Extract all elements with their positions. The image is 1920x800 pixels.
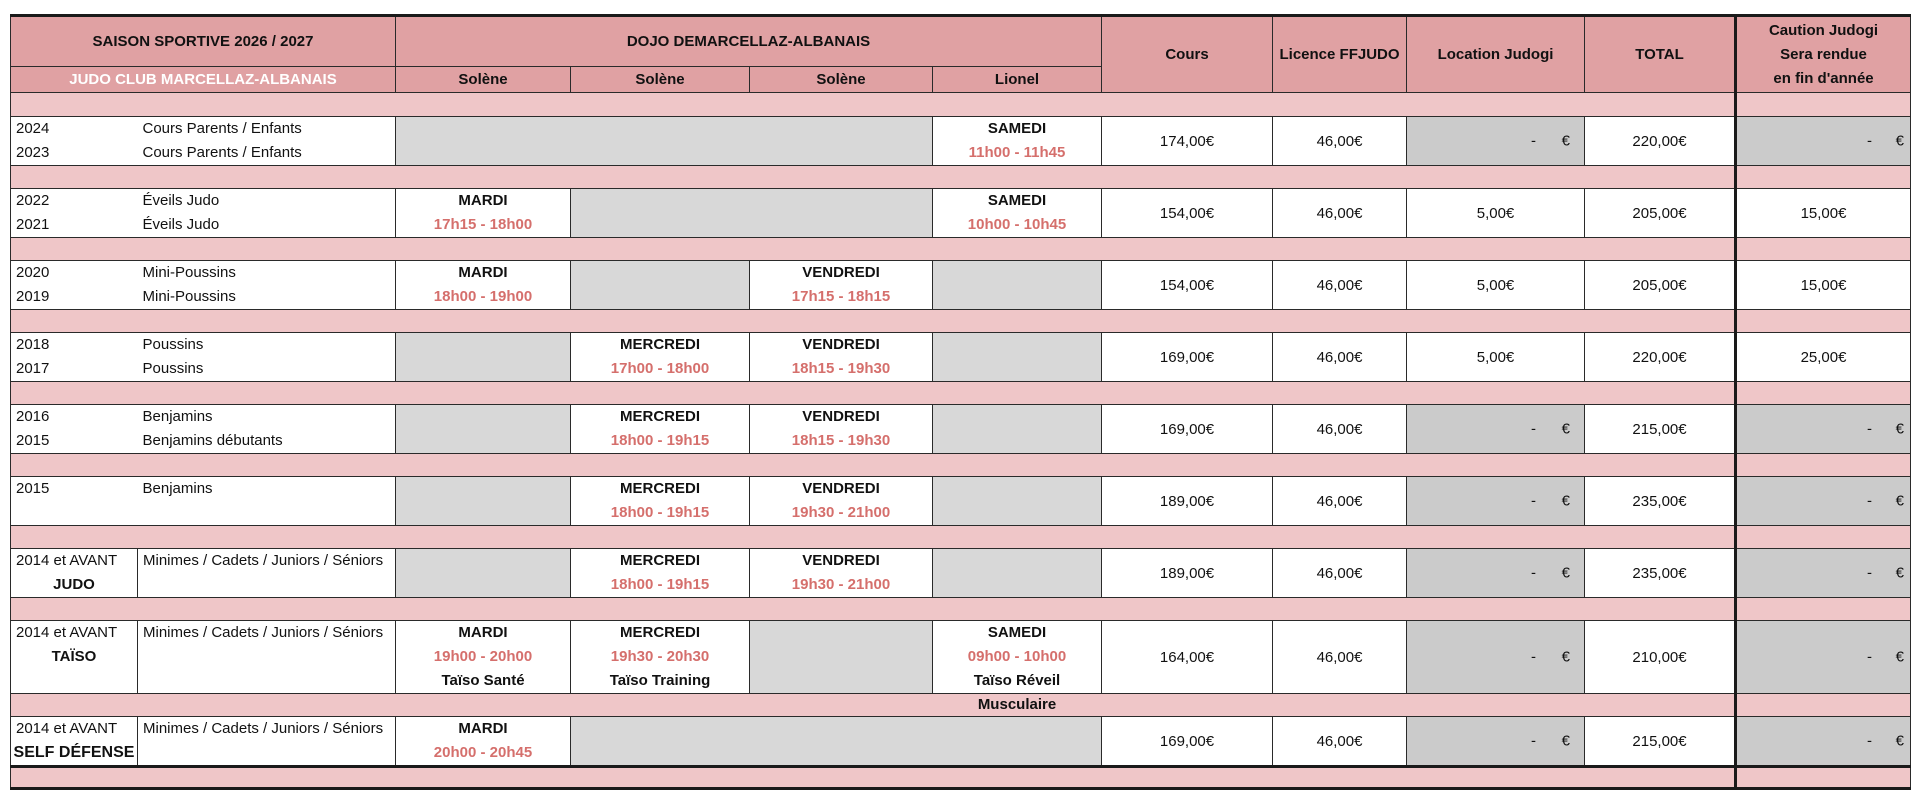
slot-time: 18h00 - 19h15 xyxy=(610,432,710,449)
slot-day: MERCREDI xyxy=(619,624,700,641)
group-label xyxy=(143,741,395,765)
slot-time: 17h15 - 18h00 xyxy=(433,216,533,233)
slot-day: MARDI xyxy=(458,624,508,641)
group-label xyxy=(143,501,396,525)
year-cell xyxy=(11,621,138,694)
slot-time: 18h15 - 19h30 xyxy=(791,360,891,377)
spacer-cell xyxy=(1736,166,1911,189)
group-label: Éveils Judo xyxy=(142,192,220,209)
currency-mark: € xyxy=(1895,492,1905,510)
footer-cell xyxy=(11,767,1736,789)
caution-empty xyxy=(1736,117,1911,166)
location-empty xyxy=(1407,717,1585,767)
location-empty xyxy=(1407,477,1585,526)
cours-price: 169,00€ xyxy=(1102,717,1273,767)
tariff-table xyxy=(10,14,1911,790)
year-2: 2023 xyxy=(16,144,50,161)
slot-day: MERCREDI xyxy=(619,552,700,569)
schedule-slot xyxy=(750,549,933,598)
dash-mark: - xyxy=(1867,132,1873,150)
empty-slot xyxy=(396,333,571,382)
group-label: Benjamins débutants xyxy=(142,432,283,449)
empty-slot xyxy=(933,405,1102,454)
slot-time: 17h15 - 18h15 xyxy=(791,288,891,305)
year-1: 2014 et AVANT xyxy=(16,552,118,569)
year-cell xyxy=(11,477,138,526)
caution-header xyxy=(1736,16,1911,93)
currency-mark: € xyxy=(1895,732,1905,750)
table-row xyxy=(11,405,1911,454)
cours-price: 154,00€ xyxy=(1102,189,1273,238)
dash-mark: - xyxy=(1867,732,1873,750)
caution-price: 25,00€ xyxy=(1736,333,1911,382)
currency-mark: € xyxy=(1895,648,1905,666)
slot-day: VENDREDI xyxy=(802,552,880,569)
caution-empty xyxy=(1736,405,1911,454)
schedule-slot xyxy=(571,477,750,526)
spacer-cell xyxy=(1736,598,1911,621)
slot-subtitle: Taïso Réveil Musculaire xyxy=(973,672,1061,713)
spacer-cell xyxy=(1736,238,1911,261)
slot-day: MERCREDI xyxy=(619,480,700,497)
spacer-cell xyxy=(11,310,1736,333)
schedule-slot xyxy=(750,261,933,310)
currency-mark: € xyxy=(1561,420,1571,438)
location-empty xyxy=(1407,117,1585,166)
cours-header: Cours xyxy=(1102,16,1273,93)
empty-slot xyxy=(750,621,933,694)
schedule-slot xyxy=(571,333,750,382)
currency-mark: € xyxy=(1561,564,1571,582)
empty-slot xyxy=(933,261,1102,310)
empty-slot xyxy=(933,333,1102,382)
group-label: Benjamins xyxy=(142,480,213,497)
year-1: 2014 et AVANT xyxy=(16,624,118,641)
spacer-cell xyxy=(11,694,1736,717)
spacer-cell xyxy=(1736,526,1911,549)
spacer-cell xyxy=(1736,93,1911,117)
slot-time: 18h00 - 19h15 xyxy=(610,504,710,521)
tariff-sheet xyxy=(10,14,1911,790)
group-label: Mini-Poussins xyxy=(142,264,236,281)
caution-empty xyxy=(1736,717,1911,767)
year-1: 2020 xyxy=(16,264,50,281)
slot-day: VENDREDI xyxy=(802,408,880,425)
year-2 xyxy=(16,501,138,525)
slot-time: 20h00 - 20h45 xyxy=(433,744,533,761)
slot-time: 18h15 - 19h30 xyxy=(791,432,891,449)
cours-price: 169,00€ xyxy=(1102,333,1273,382)
spacer-row xyxy=(11,310,1911,333)
spacer-row xyxy=(11,694,1911,717)
slot-time: 09h00 - 10h00 xyxy=(967,648,1067,665)
total-price: 215,00€ xyxy=(1585,717,1736,767)
spacer-row xyxy=(11,93,1911,117)
currency-mark: € xyxy=(1561,132,1571,150)
table-row xyxy=(11,549,1911,598)
currency-mark: € xyxy=(1561,732,1571,750)
table-row xyxy=(11,117,1911,166)
group-label xyxy=(143,573,395,597)
empty-slot xyxy=(396,117,933,166)
total-price: 235,00€ xyxy=(1585,549,1736,598)
dojo-header: DOJO DEMARCELLAZ-ALBANAIS xyxy=(396,16,1102,67)
caution-empty xyxy=(1736,621,1911,694)
year-cell xyxy=(11,333,138,382)
spacer-cell xyxy=(11,166,1736,189)
empty-slot xyxy=(571,717,1102,767)
group-label: Benjamins xyxy=(142,408,213,425)
spacer-cell xyxy=(11,454,1736,477)
dash-mark: - xyxy=(1531,564,1537,582)
group-label-cell xyxy=(138,189,396,238)
footer-cell xyxy=(1736,767,1911,789)
licence-price: 46,00€ xyxy=(1273,189,1407,238)
total-price: 205,00€ xyxy=(1585,261,1736,310)
location-price: 5,00€ xyxy=(1407,333,1585,382)
table-row xyxy=(11,261,1911,310)
currency-mark: € xyxy=(1895,420,1905,438)
instructor-3: Solène xyxy=(750,67,933,93)
instructor-2: Solène xyxy=(571,67,750,93)
caution-price: 15,00€ xyxy=(1736,189,1911,238)
location-header: Location Judogi xyxy=(1407,16,1585,93)
currency-mark: € xyxy=(1895,132,1905,150)
slot-time: 17h00 - 18h00 xyxy=(610,360,710,377)
year-cell xyxy=(11,549,138,598)
year-cell xyxy=(11,717,138,767)
schedule-slot xyxy=(571,621,750,694)
slot-time: 19h30 - 21h00 xyxy=(791,504,891,521)
dash-mark: - xyxy=(1867,648,1873,666)
slot-time: 10h00 - 10h45 xyxy=(967,216,1067,233)
club-name: JUDO CLUB MARCELLAZ-ALBANAIS xyxy=(11,67,396,93)
location-price: 5,00€ xyxy=(1407,261,1585,310)
year-cell xyxy=(11,117,138,166)
licence-price: 46,00€ xyxy=(1273,621,1407,694)
slot-subtitle: Taïso Santé xyxy=(441,672,525,689)
licence-price: 46,00€ xyxy=(1273,261,1407,310)
table-row xyxy=(11,477,1911,526)
spacer-row xyxy=(11,454,1911,477)
licence-price: 46,00€ xyxy=(1273,117,1407,166)
category-label: TAÏSO xyxy=(51,648,97,665)
year-1: 2024 xyxy=(16,120,50,137)
slot-time: 11h00 - 11h45 xyxy=(968,144,1066,161)
licence-price: 46,00€ xyxy=(1273,717,1407,767)
group-label-cell xyxy=(138,549,396,598)
group-label-cell xyxy=(138,477,396,526)
cours-price: 189,00€ xyxy=(1102,477,1273,526)
dash-mark: - xyxy=(1531,132,1537,150)
empty-slot xyxy=(396,477,571,526)
slot-day: MARDI xyxy=(458,720,508,737)
caution-line-2: Sera rendue xyxy=(1780,45,1867,63)
spacer-cell xyxy=(11,93,1736,117)
spacer-cell xyxy=(11,382,1736,405)
total-price: 210,00€ xyxy=(1585,621,1736,694)
schedule-slot xyxy=(396,621,571,694)
schedule-slot xyxy=(571,549,750,598)
group-label-cell xyxy=(138,261,396,310)
empty-slot xyxy=(396,549,571,598)
schedule-slot xyxy=(396,261,571,310)
slot-time: 18h00 - 19h00 xyxy=(433,288,533,305)
dash-mark: - xyxy=(1867,564,1873,582)
slot-time: 19h00 - 20h00 xyxy=(433,648,533,665)
location-empty xyxy=(1407,549,1585,598)
group-label-cell xyxy=(138,621,396,694)
caution-empty xyxy=(1736,477,1911,526)
category-label: SELF DÉFENSE xyxy=(13,744,135,761)
year-1: 2022 xyxy=(16,192,50,209)
spacer-cell xyxy=(1736,382,1911,405)
total-price: 235,00€ xyxy=(1585,477,1736,526)
empty-slot xyxy=(571,189,933,238)
group-label: Minimes / Cadets / Juniors / Séniors xyxy=(143,720,384,737)
dash-mark: - xyxy=(1531,732,1537,750)
licence-header: Licence FFJUDO xyxy=(1273,16,1407,93)
cours-price: 189,00€ xyxy=(1102,549,1273,598)
slot-day: MARDI xyxy=(458,192,508,209)
dash-mark: - xyxy=(1867,420,1873,438)
total-price: 220,00€ xyxy=(1585,333,1736,382)
slot-day: VENDREDI xyxy=(802,336,880,353)
licence-price: 46,00€ xyxy=(1273,549,1407,598)
empty-slot xyxy=(933,549,1102,598)
group-label: Poussins xyxy=(142,336,204,353)
total-header: TOTAL xyxy=(1585,16,1736,93)
spacer-cell xyxy=(1736,454,1911,477)
year-1: 2015 xyxy=(16,480,50,497)
total-price: 215,00€ xyxy=(1585,405,1736,454)
empty-slot xyxy=(571,261,750,310)
spacer-row xyxy=(11,238,1911,261)
slot-time: 18h00 - 19h15 xyxy=(610,576,710,593)
cours-price: 164,00€ xyxy=(1102,621,1273,694)
year-2: 2017 xyxy=(16,360,50,377)
spacer-cell xyxy=(1736,310,1911,333)
group-label-cell xyxy=(138,333,396,382)
dash-mark: - xyxy=(1531,492,1537,510)
group-label: Éveils Judo xyxy=(142,216,220,233)
instructor-1: Solène xyxy=(396,67,571,93)
caution-line-1: Caution Judogi xyxy=(1768,21,1879,39)
year-cell xyxy=(11,261,138,310)
table-row xyxy=(11,333,1911,382)
slot-day: MERCREDI xyxy=(619,408,700,425)
instructor-4: Lionel xyxy=(933,67,1102,93)
cours-price: 154,00€ xyxy=(1102,261,1273,310)
table-row xyxy=(11,621,1911,694)
caution-price: 15,00€ xyxy=(1736,261,1911,310)
spacer-row xyxy=(11,526,1911,549)
dash-mark: - xyxy=(1531,648,1537,666)
licence-price: 46,00€ xyxy=(1273,333,1407,382)
licence-price: 46,00€ xyxy=(1273,405,1407,454)
slot-day: SAMEDI xyxy=(987,120,1047,137)
table-row xyxy=(11,717,1911,767)
group-label: Minimes / Cadets / Juniors / Séniors xyxy=(143,624,384,641)
group-label-cell xyxy=(138,717,396,767)
schedule-slot xyxy=(571,405,750,454)
spacer-cell xyxy=(11,238,1736,261)
schedule-slot xyxy=(396,717,571,767)
year-cell xyxy=(11,189,138,238)
year-2: 2021 xyxy=(16,216,50,233)
cours-price: 169,00€ xyxy=(1102,405,1273,454)
schedule-slot xyxy=(396,189,571,238)
group-label: Cours Parents / Enfants xyxy=(142,144,302,161)
year-1: 2014 et AVANT xyxy=(16,720,118,737)
slot-subtitle: Taïso Training xyxy=(609,672,711,689)
currency-mark: € xyxy=(1561,492,1571,510)
slot-day: VENDREDI xyxy=(802,480,880,497)
group-label: Minimes / Cadets / Juniors / Séniors xyxy=(143,552,384,569)
spacer-row xyxy=(11,382,1911,405)
licence-price: 46,00€ xyxy=(1273,477,1407,526)
year-cell xyxy=(11,405,138,454)
group-label: Mini-Poussins xyxy=(142,288,236,305)
group-label: Poussins xyxy=(142,360,204,377)
year-1: 2016 xyxy=(16,408,50,425)
spacer-row xyxy=(11,166,1911,189)
year-1: 2018 xyxy=(16,336,50,353)
year-2: 2015 xyxy=(16,432,50,449)
slot-day: MERCREDI xyxy=(619,336,700,353)
group-label-cell xyxy=(138,405,396,454)
group-label xyxy=(143,645,395,669)
schedule-slot xyxy=(933,621,1102,713)
group-label: Cours Parents / Enfants xyxy=(142,120,302,137)
empty-slot xyxy=(396,405,571,454)
slot-day: SAMEDI xyxy=(987,624,1047,641)
location-empty xyxy=(1407,621,1585,694)
dash-mark: - xyxy=(1867,492,1873,510)
table-row xyxy=(11,189,1911,238)
spacer-cell xyxy=(11,598,1736,621)
location-price: 5,00€ xyxy=(1407,189,1585,238)
footer-row xyxy=(11,767,1911,789)
total-price: 205,00€ xyxy=(1585,189,1736,238)
season-title: SAISON SPORTIVE 2026 / 2027 xyxy=(11,16,396,67)
location-empty xyxy=(1407,405,1585,454)
spacer-row xyxy=(11,598,1911,621)
currency-mark: € xyxy=(1561,648,1571,666)
caution-line-3: en fin d'année xyxy=(1773,69,1874,87)
group-label-cell xyxy=(138,117,396,166)
slot-time: 19h30 - 21h00 xyxy=(791,576,891,593)
dash-mark: - xyxy=(1531,420,1537,438)
schedule-slot xyxy=(750,333,933,382)
slot-time: 19h30 - 20h30 xyxy=(610,648,710,665)
spacer-cell xyxy=(11,526,1736,549)
slot-day: SAMEDI xyxy=(987,192,1047,209)
total-price: 220,00€ xyxy=(1585,117,1736,166)
schedule-slot xyxy=(750,405,933,454)
caution-empty xyxy=(1736,549,1911,598)
slot-day: VENDREDI xyxy=(802,264,880,281)
year-2: 2019 xyxy=(16,288,50,305)
category-label: JUDO xyxy=(53,576,95,593)
schedule-slot xyxy=(933,189,1102,238)
spacer-cell xyxy=(1736,694,1911,717)
empty-slot xyxy=(933,477,1102,526)
cours-price: 174,00€ xyxy=(1102,117,1273,166)
schedule-slot xyxy=(750,477,933,526)
currency-mark: € xyxy=(1895,564,1905,582)
schedule-slot xyxy=(933,117,1102,166)
slot-day: MARDI xyxy=(458,264,508,281)
